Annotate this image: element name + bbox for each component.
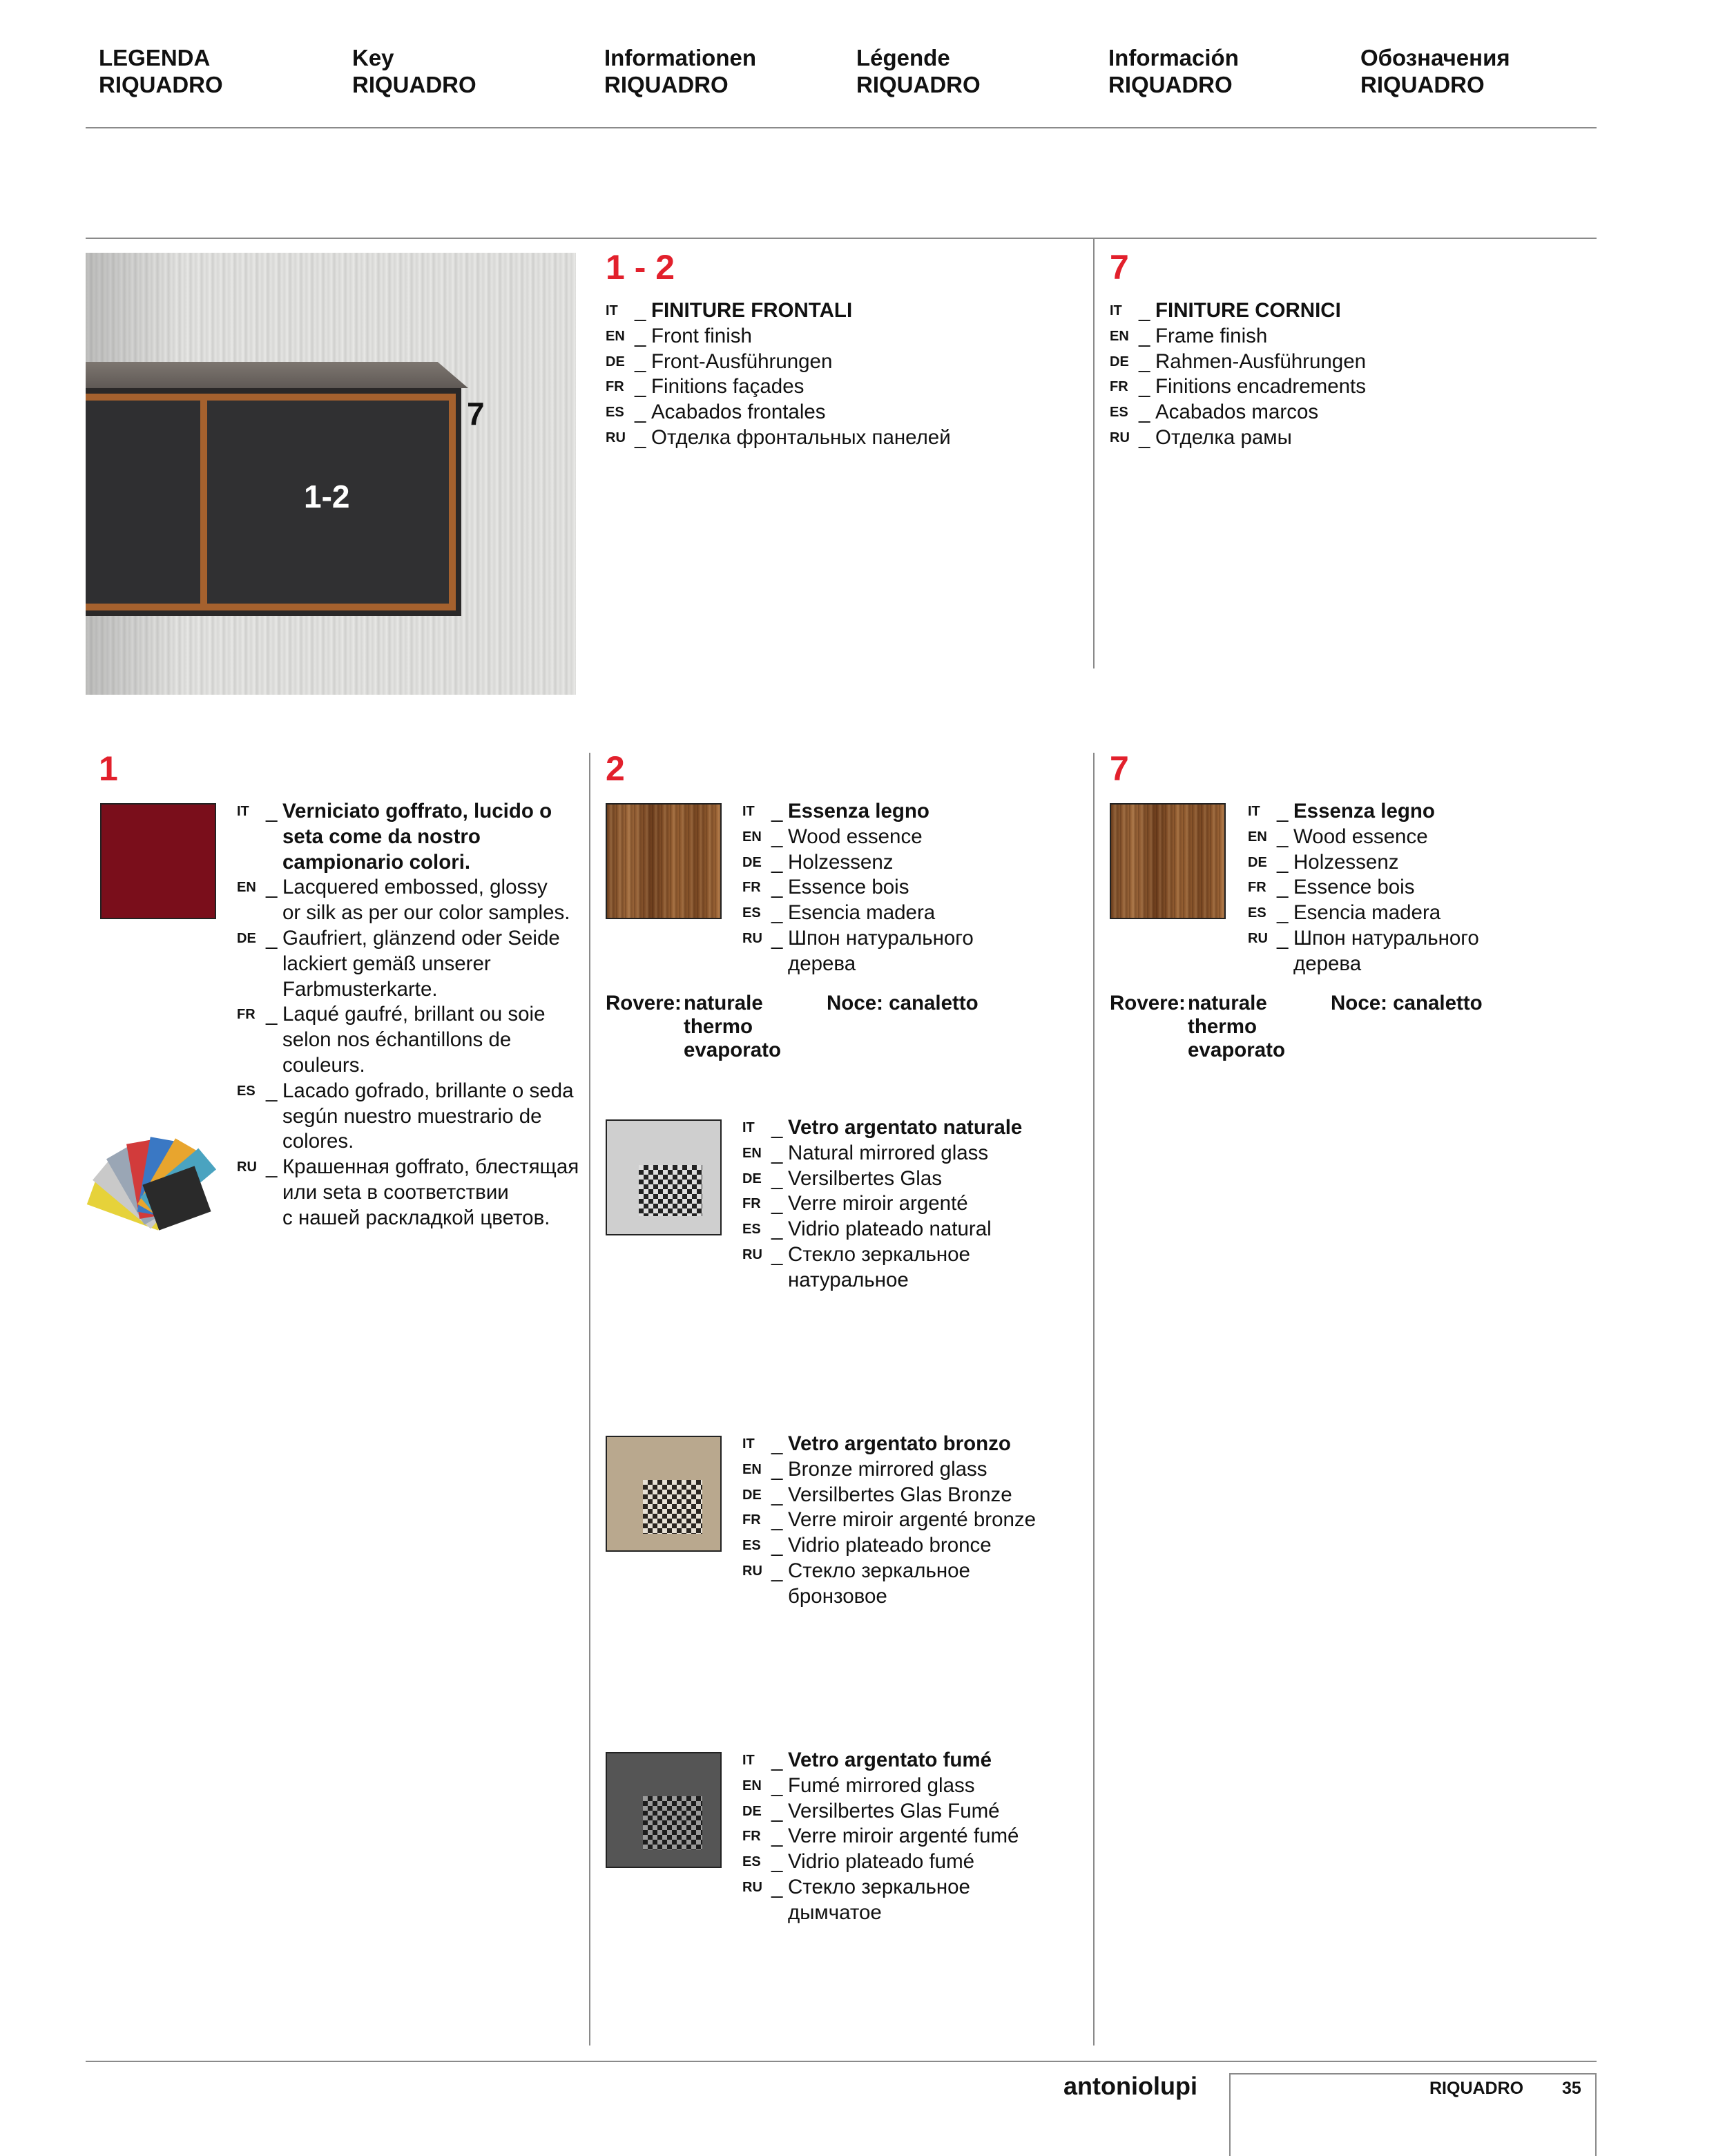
finish1-description: IT _ Verniciato goffrato, lucido o seta come da nostro campionario colori. EN _ Lacquered embossed, glossy or silk as per our color samples. DE _ Gaufriert, glänzend oder Seide lackiert gemäß unserer Farbmusterkarte. FR _ Laqué gaufré, brillant ou soie selon nos échantillons de couleurs. ES _ Lacado gofrado, brillante o seda según nuestro muestrario de colores. RU _ Крашенная goffrato, блестящая или seta в соответствии с нашей раскладкой цветов. (237, 799, 582, 1231)
lang-code: IT (742, 804, 755, 819)
product-photo (86, 253, 576, 695)
lacquer-swatch (100, 803, 216, 919)
page-number: 35 (1562, 2079, 1581, 2098)
line-text: Farbmusterkarte. (282, 977, 438, 1001)
line-text: Vetro argentato fumé (788, 1749, 992, 1771)
line-text: Finitions façades (651, 375, 804, 398)
lang-code: EN (742, 1461, 762, 1477)
finish-number-2: 2 (606, 749, 625, 788)
lang-code: RU (237, 1159, 257, 1175)
lang-code: EN (237, 880, 256, 896)
line-text: FINITURE FRONTALI (651, 299, 853, 322)
line-text: натуральное (788, 1268, 909, 1291)
header-col-it (99, 44, 223, 98)
glass-natural-description: IT _ Vetro argentato naturale EN _ Natural mirrored glass DE _ Versilbertes Glas FR _ Verre miroir argenté ES _ Vidrio plateado natural RU _ Стекло зеркальное натуральное (742, 1115, 1074, 1293)
line-text: Wood essence (788, 825, 923, 848)
rovere-label: Rovere: (1110, 992, 1186, 1014)
lang-code: DE (742, 1171, 762, 1186)
column-divider (1093, 753, 1095, 2046)
lang-code: FR (1248, 880, 1266, 896)
lang-code: RU (742, 930, 762, 946)
line-text: Отделка фронтальных панелей (651, 425, 951, 449)
line-text: Acabados frontales (651, 401, 826, 424)
rovere-variant: evaporato (1188, 1039, 1285, 1061)
line-text: Vetro argentato bronzo (788, 1432, 1011, 1455)
line-text: Versilbertes Glas Bronze (788, 1483, 1012, 1506)
wood-swatch (1110, 803, 1226, 919)
wood-swatch (606, 803, 722, 919)
lang-code: IT (742, 1753, 755, 1768)
lang-code: IT (742, 1436, 755, 1452)
line-text: Essence bois (1293, 876, 1415, 899)
line-text: couleurs. (282, 1053, 365, 1077)
frames-description: IT _ FINITURE CORNICI EN _ Frame finish DE _ Rahmen-Ausführungen FR _ Finitions encadrements ES _ Acabados marcos RU _ Отделка рамы (1110, 298, 1579, 451)
lang-code: EN (742, 1145, 762, 1161)
section-number-fronts: 1 - 2 (606, 248, 675, 287)
footer-collection: RIQUADRO (1429, 2079, 1524, 2098)
line-text: seta come da nostro (282, 825, 481, 848)
section-number-frames: 7 (1110, 248, 1129, 287)
finish7-description: IT _ Essenza legno EN _ Wood essence DE _ Holzessenz FR _ Essence bois ES _ Esencia madera RU _ Шпон натурального дерева (1248, 799, 1579, 977)
lang-code: IT (237, 804, 249, 819)
line-text: Lacado gofrado, brillante o seda (282, 1079, 574, 1102)
lang-code: RU (742, 1247, 762, 1262)
lang-code: FR (606, 379, 624, 395)
rovere-variants (1188, 992, 1285, 1062)
mirror-reflection (639, 1165, 702, 1216)
line-text: Front finish (651, 324, 752, 347)
header-subtitle: RIQUADRO (1108, 72, 1233, 97)
line-text: дымчатое (788, 1900, 882, 1924)
noce-variant: Noce: canaletto (827, 992, 979, 1014)
lang-code: ES (742, 1854, 761, 1870)
lang-code: IT (742, 1120, 755, 1135)
line-text: Verre miroir argenté bronze (788, 1508, 1037, 1532)
lang-code: ES (742, 1538, 761, 1554)
line-text: Vidrio plateado natural (788, 1217, 992, 1241)
finish2-wood-description: IT _ Essenza legno EN _ Wood essence DE _ Holzessenz FR _ Essence bois ES _ Esencia madera RU _ Шпон натурального дерева (742, 799, 1074, 977)
line-text: Стекло зеркальное (788, 1875, 970, 1898)
line-text: Отделка рамы (1155, 425, 1292, 449)
lang-code: DE (237, 930, 256, 946)
header-col-ru (1360, 44, 1510, 98)
header-subtitle: RIQUADRO (352, 72, 476, 97)
lang-code: IT (1248, 804, 1260, 819)
glass-bronze-swatch (606, 1436, 722, 1552)
photo-label-front: 1-2 (304, 479, 350, 514)
footer-box (1229, 2073, 1597, 2156)
line-text: бронзовое (788, 1584, 887, 1608)
column-divider (1093, 239, 1095, 668)
lang-code: ES (742, 905, 761, 921)
header-divider (86, 127, 1597, 128)
line-text: Стекло зеркальное (788, 1559, 970, 1582)
lang-code: ES (742, 1222, 761, 1238)
line-text: campionario colori. (282, 850, 471, 874)
line-text: FINITURE CORNICI (1155, 299, 1341, 322)
column-divider (589, 753, 590, 2046)
line-text: Holzessenz (788, 850, 894, 874)
line-text: дерева (1293, 952, 1362, 975)
line-text: Esencia madera (788, 901, 936, 925)
line-text: Essenza legno (1293, 800, 1435, 822)
lang-code: ES (1110, 405, 1128, 421)
header-col-de (604, 44, 756, 98)
lang-code: ES (1248, 905, 1266, 921)
rovere-variant: thermo (1188, 1015, 1257, 1038)
line-text: según nuestro muestrario de (282, 1104, 542, 1128)
line-text: Rahmen-Ausführungen (1155, 349, 1367, 373)
lang-code: RU (742, 1563, 762, 1579)
line-text: Essence bois (788, 876, 909, 899)
lang-code: RU (1110, 430, 1130, 445)
header-title: Légende (856, 45, 950, 70)
line-text: Laqué gaufré, brillant ou soie (282, 1003, 546, 1026)
photo-label-frame: 7 (467, 396, 485, 432)
line-text: Vidrio plateado bronce (788, 1534, 992, 1557)
color-fan-deck-icon (97, 1098, 221, 1229)
lang-code: FR (237, 1007, 256, 1023)
mirror-reflection (643, 1796, 702, 1850)
line-text: Bronze mirrored glass (788, 1457, 987, 1481)
lang-code: IT (1110, 303, 1122, 318)
rovere-variant: evaporato (684, 1039, 781, 1061)
rovere-label: Rovere: (606, 992, 682, 1014)
rovere-variant: naturale (684, 992, 763, 1014)
fronts-description: IT _ FINITURE FRONTALI EN _ Front finish DE _ Front-Ausführungen FR _ Finitions façades ES _ Acabados frontales RU _ Отделка фронтальных панелей (606, 298, 1075, 451)
lang-code: FR (742, 880, 761, 896)
lang-code: DE (606, 354, 625, 369)
finish-number-7: 7 (1110, 749, 1129, 788)
line-text: Fumé mirrored glass (788, 1773, 975, 1797)
lang-code: RU (606, 430, 626, 445)
lang-code: IT (606, 303, 618, 318)
lang-code: RU (1248, 930, 1268, 946)
lang-code: DE (1110, 354, 1129, 369)
brand-logo: antoniolupi (1063, 2072, 1197, 2100)
lang-code: ES (606, 405, 624, 421)
header-col-en (352, 44, 476, 98)
line-text: Vetro argentato naturale (788, 1116, 1023, 1139)
section-divider (86, 238, 1597, 239)
line-text: Шпон натурального (1293, 926, 1479, 950)
line-text: Acabados marcos (1155, 401, 1319, 424)
header-title: Información (1108, 45, 1239, 70)
header-subtitle: RIQUADRO (604, 72, 729, 97)
lang-code: EN (742, 829, 762, 845)
header-subtitle: RIQUADRO (856, 72, 981, 97)
header-subtitle: RIQUADRO (1360, 72, 1485, 97)
line-text: Front-Ausführungen (651, 349, 833, 373)
line-text: Esencia madera (1293, 901, 1441, 925)
finish-number-1: 1 (99, 749, 118, 788)
line-text: Versilbertes Glas (788, 1166, 942, 1190)
line-text: lackiert gemäß unserer (282, 952, 491, 975)
lang-code: EN (742, 1778, 762, 1793)
lang-code: FR (742, 1196, 761, 1212)
line-text: Verre miroir argenté fumé (788, 1825, 1019, 1848)
lang-code: FR (742, 1829, 761, 1845)
line-text: Versilbertes Glas Fumé (788, 1799, 1000, 1822)
lang-code: DE (742, 1487, 762, 1503)
line-text: Gaufriert, glänzend oder Seide (282, 926, 560, 950)
line-text: Шпон натурального (788, 926, 974, 950)
lang-code: DE (1248, 854, 1267, 870)
mirror-reflection (643, 1480, 702, 1534)
line-text: Essenza legno (788, 800, 929, 822)
header-col-es (1108, 44, 1239, 98)
lang-code: ES (237, 1083, 256, 1099)
vanity-top (86, 362, 468, 388)
line-text: Vidrio plateado fumé (788, 1850, 975, 1874)
line-text: дерева (788, 952, 856, 975)
lang-code: DE (742, 1803, 762, 1819)
header-title: Обозначения (1360, 45, 1510, 70)
glass-bronze-description: IT _ Vetro argentato bronzo EN _ Bronze mirrored glass DE _ Versilbertes Glas Bronze FR _ Verre miroir argenté bronze ES _ Vidrio plateado bronce RU _ Стекло зеркальное бронзовое (742, 1432, 1074, 1610)
noce-variant: Noce: canaletto (1331, 992, 1483, 1014)
lang-code: DE (742, 854, 762, 870)
lang-code: EN (606, 328, 625, 344)
line-text: Natural mirrored glass (788, 1141, 989, 1164)
lang-code: FR (742, 1512, 761, 1528)
rovere-variants (684, 992, 781, 1062)
rovere-variant: naturale (1188, 992, 1267, 1014)
line-text: Wood essence (1293, 825, 1428, 848)
glass-fume-swatch (606, 1752, 722, 1868)
header-subtitle: RIQUADRO (99, 72, 223, 97)
footer-divider (86, 2061, 1597, 2062)
line-text: colores. (282, 1130, 354, 1153)
glass-natural-swatch (606, 1119, 722, 1235)
lang-code: EN (1248, 829, 1267, 845)
line-text: Frame finish (1155, 324, 1268, 347)
line-text: Стекло зеркальное (788, 1242, 970, 1266)
line-text: Verre miroir argenté (788, 1192, 968, 1215)
rovere-variant: thermo (684, 1015, 753, 1038)
header-title: LEGENDA (99, 45, 211, 70)
line-text: Verniciato goffrato, lucido o (282, 800, 552, 822)
lang-code: EN (1110, 328, 1129, 344)
line-text: Lacquered embossed, glossy (282, 876, 548, 899)
line-text: Holzessenz (1293, 850, 1399, 874)
header-title: Key (352, 45, 394, 70)
header-title: Informationen (604, 45, 756, 70)
header-col-fr (856, 44, 981, 98)
line-text: Finitions encadrements (1155, 375, 1366, 398)
line-text: or silk as per our color samples. (282, 901, 570, 925)
lang-code: RU (742, 1879, 762, 1895)
glass-fume-description: IT _ Vetro argentato fumé EN _ Fumé mirrored glass DE _ Versilbertes Glas Fumé FR _ Verre miroir argenté fumé ES _ Vidrio plateado fumé RU _ Стекло зеркальное дымчатое (742, 1748, 1074, 1926)
line-text: или seta в соответствии (282, 1180, 509, 1204)
line-text: Крашенная goffrato, блестящая (282, 1155, 579, 1179)
line-text: selon nos échantillons de (282, 1028, 512, 1052)
lang-code: FR (1110, 379, 1128, 395)
line-text: с нашей раскладкой цветов. (282, 1206, 550, 1229)
